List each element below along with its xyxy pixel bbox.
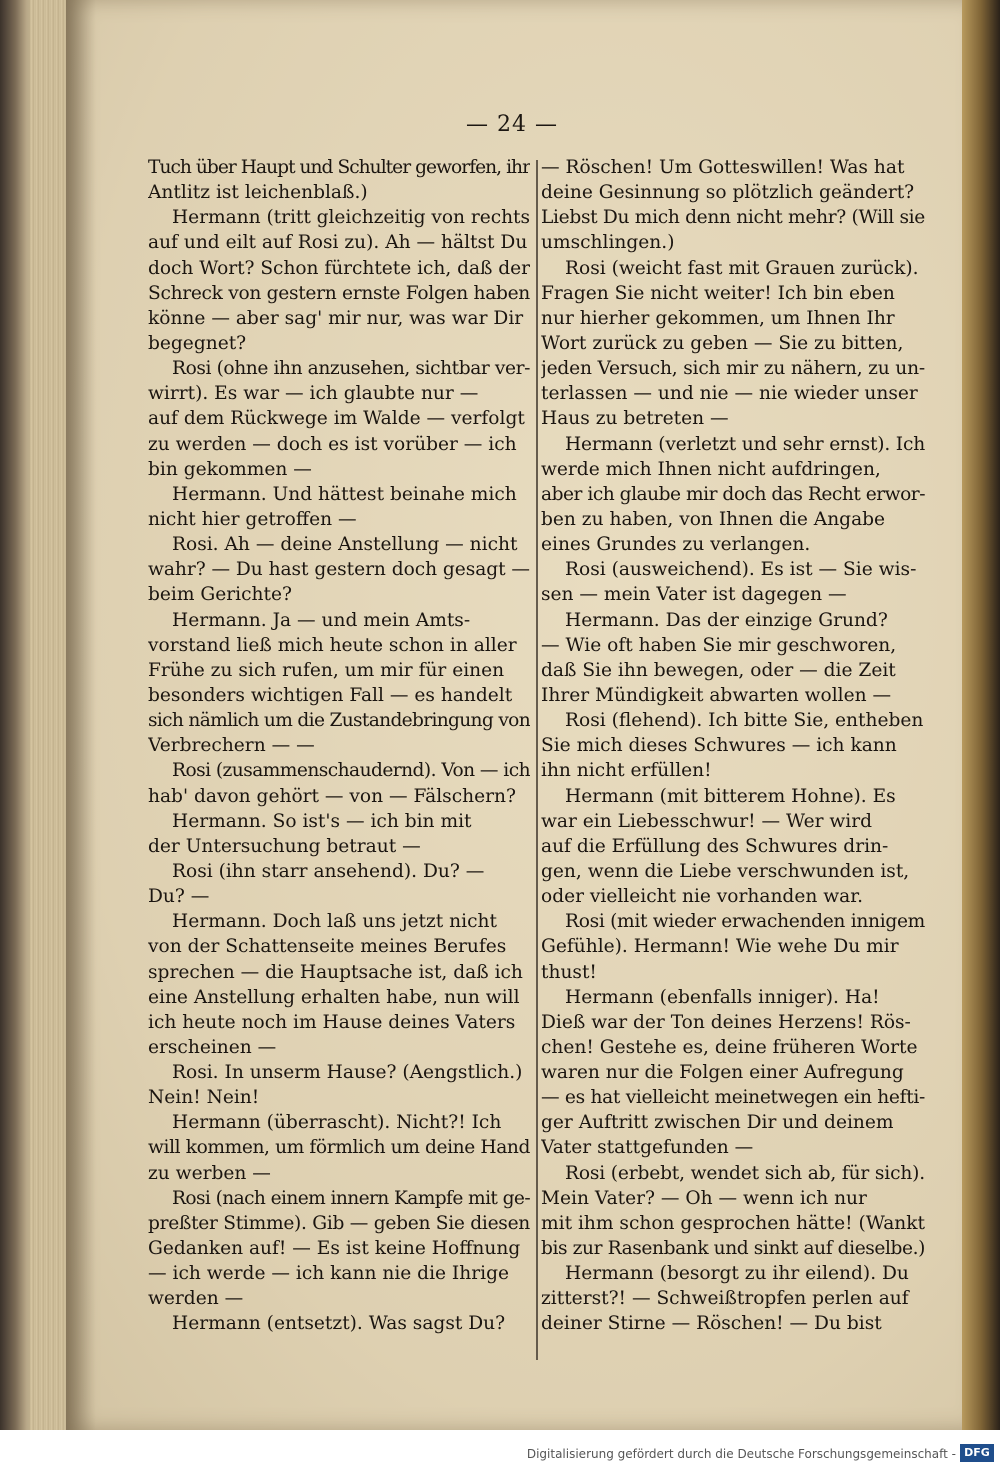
text-line: Hermann. So ist's — ich bin mit [172, 810, 472, 832]
text-line: Hermann (verletzt und sehr ernst). Ich [565, 433, 925, 455]
text-line: Mein Vater? — Oh — wenn ich nur [541, 1187, 867, 1209]
text-line: auf dem Rückwege im Walde — verfolgt [148, 408, 525, 430]
text-line: wirrt). Es war — ich glaubte nur — [148, 383, 479, 405]
text-line: Hermann (überrascht). Nicht?! Ich [172, 1112, 502, 1134]
text-line: Schreck von gestern ernste Folgen haben [148, 282, 530, 304]
column-divider [536, 160, 538, 1360]
text-line: Gedanken auf! — Es ist keine Hoffnung [148, 1238, 521, 1260]
text-line: bin gekommen — [148, 458, 312, 480]
text-line: werden — [148, 1288, 244, 1310]
text-line: chen! Gestehe es, deine früheren Worte [541, 1036, 918, 1058]
text-line: daß Sie ihn bewegen, oder — die Zeit [541, 659, 896, 681]
text-line: Fragen Sie nicht weiter! Ich bin eben [541, 282, 895, 304]
text-line: vorstand ließ mich heute schon in aller [148, 634, 517, 656]
text-line: umschlingen.) [541, 232, 675, 254]
text-line: sprechen — die Hauptsache ist, daß ich [148, 961, 523, 983]
text-line: Hermann. Das der einzige Grund? [565, 609, 888, 631]
text-line: — es hat vielleicht meinetwegen ein hefti- [541, 1087, 925, 1109]
text-line: deiner Stirne — Röschen! — Du bist [541, 1313, 882, 1335]
text-line: Wort zurück zu geben — Sie zu bitten, [541, 332, 904, 354]
text-line: Rosi (ohne ihn anzusehen, sichtbar ver- [172, 358, 530, 380]
text-line: aber ich glaube mir doch das Recht erwor- [541, 483, 925, 505]
text-line: Rosi (nach einem innern Kampfe mit ge- [172, 1187, 530, 1209]
text-line: Gefühle). Hermann! Wie wehe Du mir [541, 936, 899, 958]
text-line: könne — aber sag' mir nur, was war Dir [148, 307, 524, 329]
text-line: — ich werde — ich kann nie die Ihrige [148, 1263, 509, 1285]
text-line: erscheinen — [148, 1036, 277, 1058]
text-line: Hermann (entsetzt). Was sagst Du? [172, 1313, 506, 1335]
right-text-column [541, 155, 925, 1337]
right-page-edge [962, 0, 1000, 1430]
text-line: Frühe zu sich rufen, um mir für einen [148, 659, 505, 681]
text-line: sen — mein Vater ist dagegen — [541, 584, 847, 606]
text-line: Hermann (besorgt zu ihr eilend). Du [565, 1263, 909, 1285]
text-line: will kommen, um förmlich um deine Hand [148, 1137, 530, 1159]
text-line: war ein Liebesschwur! — Wer wird [541, 810, 873, 832]
text-line: Nein! Nein! [148, 1087, 260, 1109]
text-line: gen, wenn die Liebe verschwunden ist, [541, 860, 910, 882]
text-line: Hermann (ebenfalls inniger). Ha! [565, 986, 880, 1008]
text-line: Hermann. Doch laß uns jetzt nicht [172, 911, 497, 933]
text-line: doch Wort? Schon fürchtete ich, daß der [148, 257, 530, 279]
text-line: wahr? — Du hast gestern doch gesagt — [148, 559, 530, 581]
text-line: Haus zu betreten — [541, 408, 729, 430]
text-line: beim Gerichte? [148, 584, 292, 606]
left-text-column [148, 155, 530, 1337]
text-line: auf die Erfüllung des Schwures drin- [541, 835, 889, 857]
gutter-shadow [66, 0, 96, 1430]
text-line: Rosi (ausweichend). Es ist — Sie wis- [565, 559, 917, 581]
page-number: — 24 — [466, 112, 558, 137]
text-line: ger Auftritt zwischen Dir und deinem [541, 1112, 894, 1134]
text-line: begegnet? [148, 332, 247, 354]
text-line: sich nämlich um die Zustandebringung von [148, 710, 530, 732]
text-line: nicht hier getroffen — [148, 508, 357, 530]
text-line: deine Gesinnung so plötzlich geändert? [541, 182, 915, 204]
text-line: zitterst?! — Schweißtropfen perlen auf [541, 1288, 909, 1310]
text-line: Vater stattgefunden — [541, 1137, 754, 1159]
text-line: zu werben — [148, 1162, 271, 1184]
dfg-logo: DFG [960, 1444, 994, 1462]
text-line: ihn nicht erfüllen! [541, 760, 712, 782]
text-line: waren nur die Folgen einer Aufregung [541, 1062, 904, 1084]
text-line: thust! [541, 961, 597, 983]
text-line: Liebst Du mich denn nicht mehr? (Will sie [541, 207, 925, 229]
text-line: Rosi (weicht fast mit Grauen zurück). [565, 257, 919, 279]
text-line: auf und eilt auf Rosi zu). Ah — hältst Du [148, 232, 528, 254]
text-line: Dieß war der Ton deines Herzens! Rös- [541, 1011, 911, 1033]
page-stack-edges [30, 0, 70, 1430]
text-line: mit ihm schon gesprochen hätte! (Wankt [541, 1212, 925, 1234]
text-line: ben zu haben, von Ihnen die Angabe [541, 508, 886, 530]
text-line: oder vielleicht nie vorhanden war. [541, 886, 863, 908]
text-line: Hermann. Und hättest beinahe mich [172, 483, 517, 505]
text-line: — Röschen! Um Gotteswillen! Was hat [541, 157, 905, 178]
text-line: Rosi (flehend). Ich bitte Sie, entheben [565, 710, 924, 732]
text-line: der Untersuchung betraut — [148, 835, 421, 857]
text-line: bis zur Rasenbank und sinkt auf dieselbe.) [541, 1238, 925, 1260]
text-line: Tuch über Haupt und Schulter geworfen, ihr [148, 157, 530, 178]
text-line: Du? — [148, 886, 210, 908]
text-line: terlassen — und nie — nie wieder unser [541, 383, 918, 405]
text-line: von der Schattenseite meines Berufes [148, 936, 507, 958]
text-line: — Wie oft haben Sie mir geschworen, [541, 634, 897, 656]
text-line: eines Grundes zu verlangen. [541, 534, 811, 556]
text-line: Ihrer Mündigkeit abwarten wollen — [541, 684, 892, 706]
text-line: Rosi (ihn starr ansehend). Du? — [172, 860, 485, 882]
text-line: zu werden — doch es ist vorüber — ich [148, 433, 517, 455]
text-line: werde mich Ihnen nicht aufdringen, [541, 458, 881, 480]
text-line: hab' davon gehört — von — Fälschern? [148, 785, 516, 807]
text-line: Hermann (mit bitterem Hohne). Es [565, 785, 896, 807]
text-line: Sie mich dieses Schwures — ich kann [541, 735, 897, 757]
text-line: preßter Stimme). Gib — geben Sie diesen [148, 1212, 530, 1234]
text-line: Rosi (mit wieder erwachenden innigem [565, 911, 925, 933]
text-line: Antlitz ist leichenblaß.) [148, 182, 368, 204]
footer-credit: Digitalisierung gefördert durch die Deutsche Forschungsgemeinschaft - [526, 1447, 956, 1461]
text-line: Hermann (tritt gleichzeitig von rechts [172, 207, 530, 229]
text-line: ich heute noch im Hause deines Vaters [148, 1011, 516, 1033]
text-line: Rosi (zusammenschaudernd). Von — ich [172, 760, 530, 782]
text-line: Rosi. In unserm Hause? (Aengstlich.) [172, 1062, 523, 1084]
text-line: jeden Versuch, sich mir zu nähern, zu un- [541, 358, 925, 380]
text-line: nur hierher gekommen, um Ihnen Ihr [541, 307, 895, 329]
text-line: eine Anstellung erhalten habe, nun will [148, 986, 520, 1008]
text-line: Verbrechern — — [148, 735, 315, 757]
text-line: Rosi (erbebt, wendet sich ab, für sich). [565, 1162, 925, 1184]
text-line: Rosi. Ah — deine Anstellung — nicht [172, 534, 518, 556]
text-line: Hermann. Ja — und mein Amts- [172, 609, 471, 631]
text-line: besonders wichtigen Fall — es handelt [148, 684, 513, 706]
